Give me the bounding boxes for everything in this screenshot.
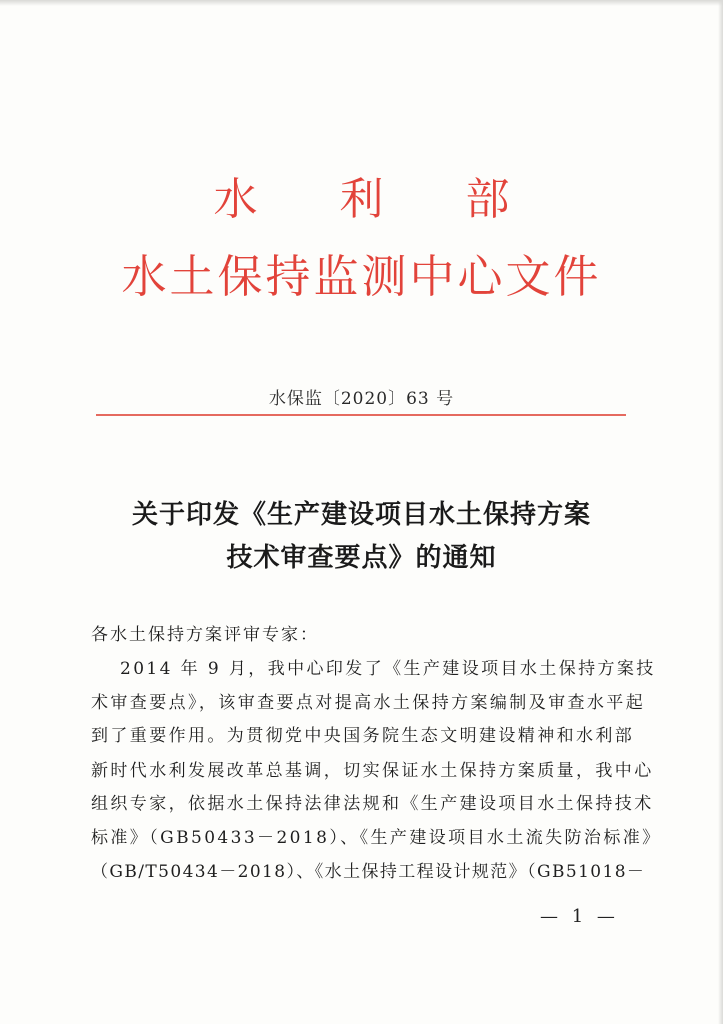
paragraph-line: 到了重要作用。为贯彻党中央国务院生态文明建设精神和水利部 (91, 726, 635, 746)
header-org: 水 利 部 (213, 174, 544, 225)
paragraph-line: 新时代水利发展改革总基调，切实保证水土保持方案质量，我中心 (91, 761, 654, 781)
paragraph-line: （GB/T50434－2018）、《水土保持工程设计规范》（GB51018－ (91, 862, 646, 882)
title-line-1: 关于印发《生产建设项目水土保持方案 (131, 500, 591, 530)
page-number: — 1 — (540, 906, 619, 927)
red-divider (96, 414, 626, 416)
paragraph-line: 组织专家，依据水土保持法律法规和《生产建设项目水土保持技术 (91, 794, 654, 814)
header-dept: 水土保持监测中心文件 (121, 250, 602, 303)
paragraph-line: 标准》（GB50433－2018）、《生产建设项目水土流失防治标准》 (91, 828, 662, 848)
document-number: 水保监〔2020〕63 号 (268, 389, 455, 409)
scan-edge-top (0, 0, 723, 6)
paragraph-line: 2014 年 9 月，我中心印发了《生产建设项目水土保持方案技 (120, 659, 656, 679)
paragraph-line: 术审查要点》，该审查要点对提高水土保持方案编制及审查水平起 (91, 693, 646, 713)
salutation: 各水土保持方案评审专家： (91, 625, 319, 645)
title-line-2: 技术审查要点》的通知 (226, 543, 497, 573)
